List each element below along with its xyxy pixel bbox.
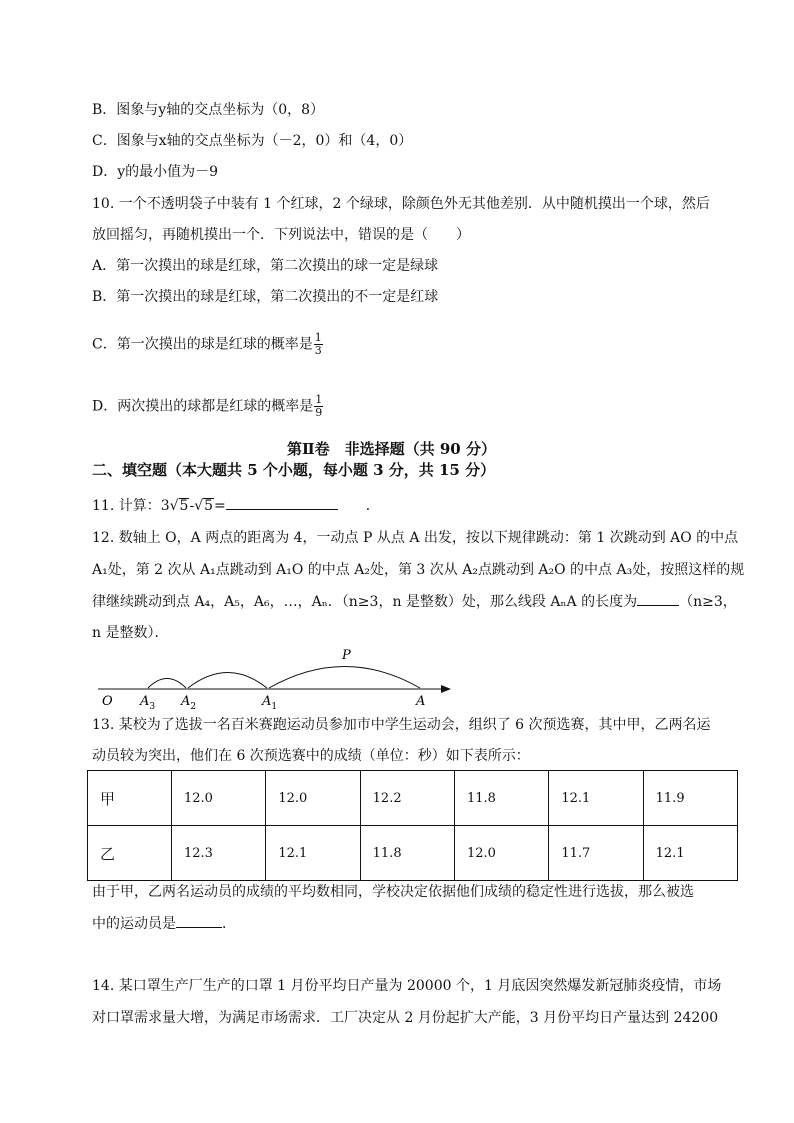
q12-line1: 12. 数轴上 O，A 两点的距离为 4，一动点 P 从点 A 出发，按以下规律跳动：第 1 次跳动到 AO 的中点 — [92, 530, 739, 546]
q13-line4-text: 中的运动员是 — [92, 916, 176, 932]
q13-line4 — [92, 914, 236, 934]
label-a3 — [139, 694, 155, 711]
label-a1-letter: A — [262, 694, 272, 709]
table-row — [88, 771, 738, 826]
q10-option-b: B．第一次摸出的球是红球，第二次摸出的不一定是红球 — [92, 289, 439, 305]
q9-option-d: D．y的最小值为－9 — [92, 164, 219, 180]
jump-arc-a-a1 — [269, 667, 420, 689]
row-label: 甲 — [88, 771, 172, 826]
q11 — [92, 496, 380, 516]
label-a3-subscript: 3 — [149, 702, 156, 711]
sqrt-symbol: √ — [194, 498, 204, 514]
table-row — [88, 826, 738, 881]
q12-line3-tail: （n≥3， — [679, 594, 737, 610]
table-cell: 12.0 — [454, 826, 548, 881]
table-cell: 11.7 — [549, 826, 643, 881]
q13-line4-end: ． — [222, 916, 236, 932]
table-cell: 11.9 — [643, 771, 737, 826]
q10-option-d-text: D．两次摸出的球都是红球的概率是 — [92, 398, 314, 415]
table-cell: 12.1 — [266, 826, 360, 881]
q9-option-b: B．图象与y轴的交点坐标为（0，8） — [92, 102, 325, 118]
q12-line2: A₁处，第 2 次从 A₁点跳动到 A₁O 的中点 A₂处，第 3 次从 A₂点跳动到 A₂O 的中点 A₃处，按照这样的规 — [92, 562, 745, 578]
number-line-diagram — [90, 645, 460, 711]
q12-line3-text: 律继续跳动到点 A₄，A₅，A₆，…，Aₙ．（n≥3，n 是整数）处，那么线段 AₙA 的长度为 — [92, 594, 638, 610]
table-cell: 12.1 — [643, 826, 737, 881]
q12-answer-blank — [637, 605, 679, 606]
fraction-numerator: 1 — [314, 331, 322, 344]
sqrt-symbol: √ — [169, 498, 179, 514]
q9-option-c: C．图象与x轴的交点坐标为（－2，0）和（4，0） — [92, 133, 413, 149]
table-cell: 12.2 — [360, 771, 454, 826]
label-a1 — [261, 694, 277, 711]
fraction-denominator: 9 — [315, 406, 323, 419]
q13-line1: 13. 某校为了选拔一名百米赛跑运动员参加市中学生运动会，组织了 6 次预选赛，其中甲，乙两名运 — [92, 717, 711, 733]
q12-line3 — [92, 592, 737, 612]
label-a2-subscript: 2 — [190, 702, 197, 711]
label-a2-letter: A — [181, 694, 191, 709]
fraction-denominator: 3 — [314, 344, 322, 357]
q13-answer-blank — [176, 927, 222, 928]
row-label: 乙 — [88, 826, 172, 881]
jump-arc-a1-a2 — [188, 673, 267, 689]
q11-answer-blank — [226, 509, 338, 510]
q10-stem-line1: 10. 一个不透明袋子中装有 1 个红球，2 个绿球，除颜色外无其他差别．从中随机摸出一个球，然后 — [92, 196, 710, 212]
table-cell: 12.0 — [172, 771, 266, 826]
scores-table — [87, 770, 738, 881]
table-cell: 12.3 — [172, 826, 266, 881]
table-cell: 11.8 — [360, 826, 454, 881]
q10-option-c-fraction — [314, 332, 323, 357]
volume-title: 第Ⅱ卷 非选择题（共 90 分） — [287, 440, 496, 458]
q10-option-c — [92, 332, 323, 357]
label-a3-letter: A — [140, 694, 150, 709]
q11-end: ． — [365, 498, 380, 514]
fraction-numerator: 1 — [315, 393, 323, 406]
q11-equals: = — [214, 498, 226, 514]
label-o: O — [102, 694, 113, 709]
label-a2 — [180, 694, 196, 711]
q10-option-c-text: C．第一次摸出的球是红球的概率是 — [92, 336, 313, 353]
q11-minus: - — [189, 498, 195, 514]
table-cell: 12.0 — [266, 771, 360, 826]
q10-option-d — [92, 394, 323, 419]
label-p: P — [342, 648, 351, 663]
label-a: A — [416, 694, 426, 709]
q11-radicand-1: 5 — [179, 498, 189, 514]
q14-line2: 对口罩需求量大增，为满足市场需求．工厂决定从 2 月份起扩大产能，3 月份平均日产量达到 24200 — [92, 1010, 719, 1026]
table-cell: 12.1 — [549, 771, 643, 826]
table-cell: 11.8 — [454, 771, 548, 826]
q13-line3: 由于甲，乙两名运动员的成绩的平均数相同，学校决定依据他们成绩的稳定性进行选拔，那么被选 — [92, 884, 694, 900]
q13-line2: 动员较为突出，他们在 6 次预选赛中的成绩（单位：秒）如下表所示： — [92, 748, 530, 764]
q10-stem-line2: 放回摇匀，再随机摸出一个．下列说法中，错误的是（ ） — [92, 227, 470, 243]
part-title: 二、填空题（本大题共 5 个小题，每小题 3 分，共 15 分） — [92, 461, 496, 479]
jump-arc-a2-a3 — [148, 679, 186, 689]
q12-line4: n 是整数）． — [92, 625, 169, 641]
q11-prefix: 11. 计算：3 — [92, 498, 170, 514]
label-a1-subscript: 1 — [271, 702, 278, 711]
q10-option-a: A．第一次摸出的球是红球，第二次摸出的球一定是绿球 — [92, 258, 439, 274]
q10-option-d-fraction — [314, 394, 323, 419]
q11-radicand-2: 5 — [204, 498, 214, 514]
q14-line1: 14. 某口罩生产厂生产的口罩 1 月份平均日产量为 20000 个，1 月底因突然爆发新冠肺炎疫情，市场 — [92, 978, 722, 994]
